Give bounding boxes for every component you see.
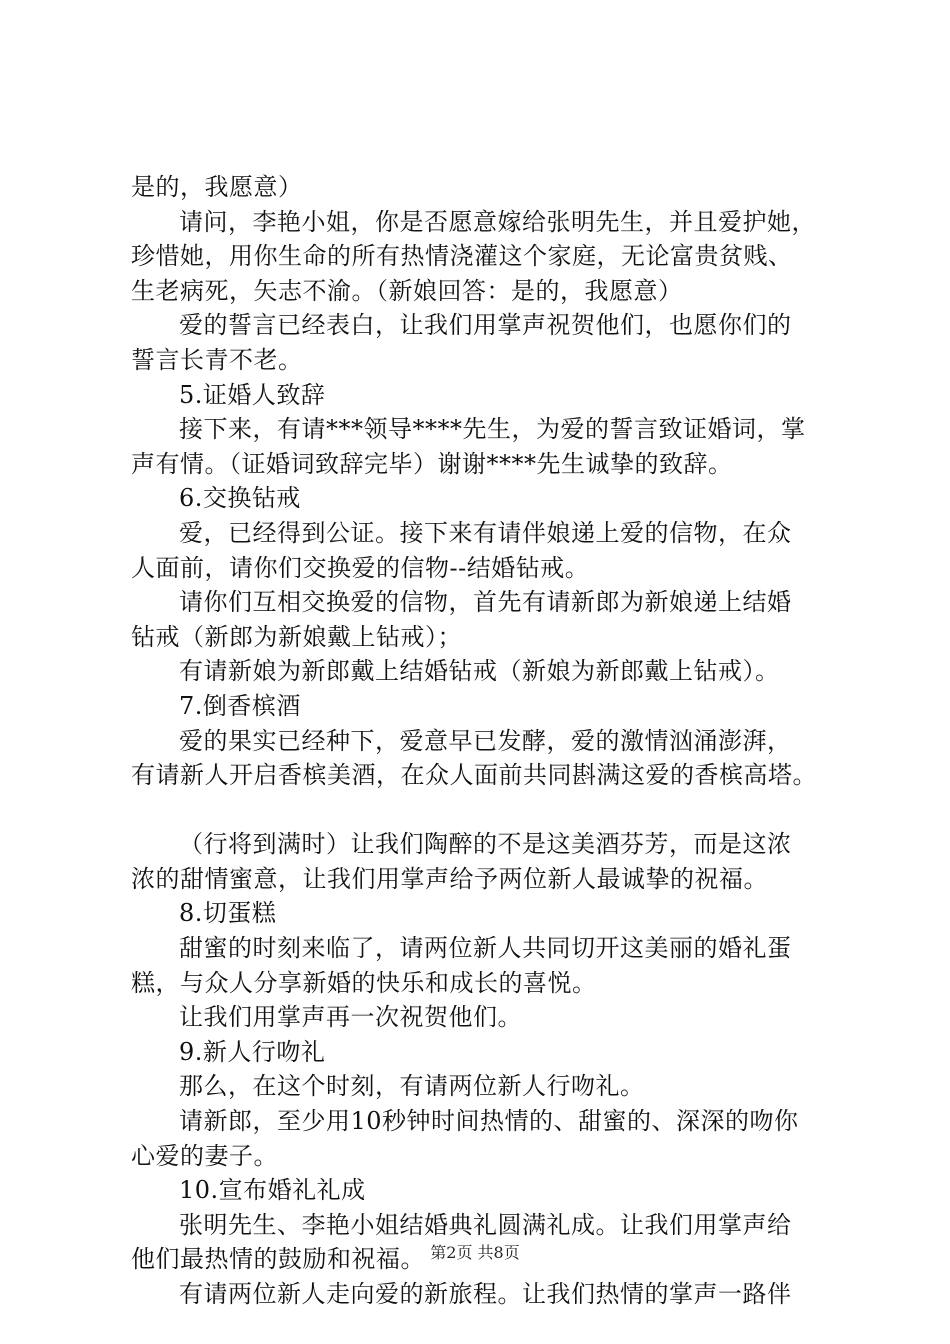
paragraph-line: （行将到满时）让我们陶醉的不是这美酒芬芳，而是这浓	[179, 830, 792, 859]
section-heading: 10.宣布婚礼礼成	[179, 1176, 366, 1205]
paragraph-line: 爱，已经得到公证。接下来有请伴娘递上爱的信物，在众	[179, 518, 792, 547]
blank-line	[131, 793, 851, 828]
section-heading: 8.切蛋糕	[179, 899, 277, 928]
paragraph-line: 接下来，有请***领导****先生，为爱的誓言致证婚词，掌	[179, 415, 806, 444]
paragraph-line: 他们最热情的鼓励和祝福。	[131, 1245, 425, 1274]
section-heading: 9.新人行吻礼	[179, 1037, 326, 1066]
section-heading: 6.交换钻戒	[179, 484, 301, 513]
paragraph-line: 糕，与众人分享新婚的快乐和成长的喜悦。	[131, 968, 597, 997]
document-body	[131, 170, 851, 1312]
paragraph-line: 请你们互相交换爱的信物，首先有请新郎为新娘递上结婚	[179, 588, 792, 617]
paragraph-line: 声有情。（证婚词致辞完毕）谢谢****先生诚挚的致辞。	[131, 449, 733, 478]
paragraph-line: 张明先生、李艳小姐结婚典礼圆满礼成。让我们用掌声给	[179, 1210, 792, 1239]
section-heading: 7.倒香槟酒	[179, 691, 301, 720]
paragraph-line: 有请两位新人走向爱的新旅程。让我们热情的掌声一路伴	[179, 1280, 792, 1308]
paragraph-line: 有请新人开启香槟美酒，在众人面前共同斟满这爱的香槟高塔。	[131, 761, 817, 790]
paragraph-line: 爱的誓言已经表白，让我们用掌声祝贺他们，也愿你们的	[179, 311, 792, 340]
section-heading: 5.证婚人致辞	[179, 380, 326, 409]
paragraph-line: 钻戒（新郎为新娘戴上钻戒）；	[131, 622, 462, 651]
paragraph-line: 心爱的妻子。	[131, 1141, 278, 1170]
paragraph-line: 请问，李艳小姐，你是否愿意嫁给张明先生，并且爱护她，	[179, 207, 816, 236]
paragraph-line: 浓的甜情蜜意，让我们用掌声给予两位新人最诚挚的祝福。	[131, 864, 768, 893]
paragraph-line: 生老病死，矢志不渝。（新娘回答：是的，我愿意）	[131, 276, 683, 305]
page-number-footer: 第2页 共8页	[430, 1243, 520, 1262]
paragraph-line: 甜蜜的时刻来临了，请两位新人共同切开这美丽的婚礼蛋	[179, 934, 792, 963]
paragraph-line: 誓言长青不老。	[131, 345, 303, 374]
paragraph-line: 是的，我愿意）	[131, 173, 303, 201]
paragraph-line: 珍惜她，用你生命的所有热情浇灌这个家庭，无论富贵贫贱、	[131, 242, 793, 271]
paragraph-line: 爱的果实已经种下，爱意早已发酵，爱的激情汹涌澎湃，	[179, 726, 792, 755]
paragraph-line: 有请新娘为新郎戴上结婚钻戒（新娘为新郎戴上钻戒）。	[179, 657, 780, 686]
paragraph-line: 那么，在这个时刻，有请两位新人行吻礼。	[179, 1072, 645, 1101]
paragraph-line: 让我们用掌声再一次祝贺他们。	[179, 1003, 522, 1032]
paragraph-line: 人面前，请你们交换爱的信物--结婚钻戒。	[131, 553, 590, 582]
paragraph-line: 请新郎，至少用10秒钟时间热情的、甜蜜的、深深的吻你	[179, 1107, 799, 1136]
